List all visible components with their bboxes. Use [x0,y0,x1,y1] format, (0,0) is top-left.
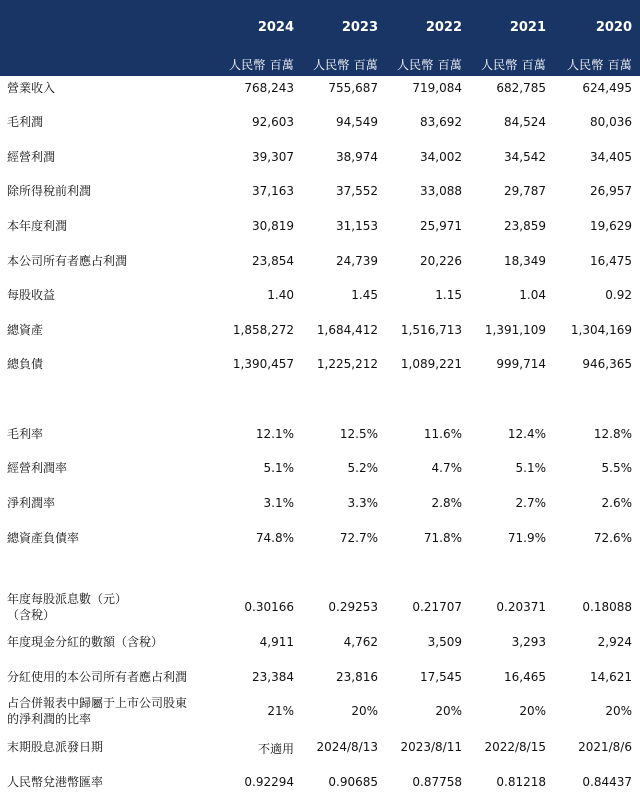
cell-value: 4,762 [343,635,378,649]
cell-value: 2024/8/13 [316,740,378,754]
unit-header: 人民幣 百萬 [480,58,546,72]
cell-value: 72.7% [339,531,378,545]
cell-value: 16,475 [590,254,632,268]
cell-value: 1.40 [267,288,294,302]
cell-value: 12.1% [255,427,294,441]
cell-value: 1,684,412 [316,323,378,337]
cell-value: 2.8% [431,496,462,510]
cell-value: 4,911 [259,635,294,649]
cell-value: 1,516,713 [400,323,462,337]
cell-value: 20,226 [420,254,462,268]
cell-value: 不適用 [257,742,294,756]
cell-value: 3.1% [263,496,294,510]
cell-value: 38,974 [336,150,378,164]
cell-value: 2,924 [597,635,632,649]
cell-value: 23,854 [252,254,294,268]
cell-value: 37,163 [252,184,294,198]
table-header [0,0,640,76]
cell-value: 24,739 [336,254,378,268]
cell-value: 21% [267,704,294,718]
cell-value: 71.8% [423,531,462,545]
cell-value: 80,036 [590,115,632,129]
cell-value: 3,509 [427,635,462,649]
cell-value: 0.92294 [244,775,294,789]
cell-value: 0.18088 [582,600,632,614]
row-label-continued: （含稅） [7,608,56,622]
cell-value: 29,787 [504,184,546,198]
cell-value: 768,243 [244,81,294,95]
row-label: 總負債 [7,357,44,371]
cell-value: 37,552 [336,184,378,198]
cell-value: 12.8% [593,427,632,441]
cell-value: 11.6% [423,427,462,441]
cell-value: 0.20371 [496,600,546,614]
unit-header: 人民幣 百萬 [228,58,294,72]
row-label: 毛利率 [7,427,44,441]
cell-value: 1,225,212 [316,357,378,371]
cell-value: 5.1% [515,461,546,475]
row-label: 分紅使用的本公司所有者應占利潤 [7,670,188,684]
cell-value: 30,819 [252,219,294,233]
unit-header: 人民幣 百萬 [566,58,632,72]
row-label: 占合併報表中歸屬于上市公司股東 [7,696,188,710]
cell-value: 18,349 [504,254,546,268]
cell-value: 23,384 [252,670,294,684]
cell-value: 19,629 [590,219,632,233]
row-label: 年度每股派息數（元） [7,592,128,606]
table-row [0,531,640,545]
cell-value: 682,785 [496,81,546,95]
cell-value: 1,858,272 [232,323,294,337]
cell-value: 25,971 [420,219,462,233]
cell-value: 1.04 [519,288,546,302]
cell-value: 5.1% [263,461,294,475]
cell-value: 16,465 [504,670,546,684]
row-label: 營業收入 [7,81,56,95]
cell-value: 1,390,457 [232,357,294,371]
table-row [0,184,640,198]
cell-value: 34,405 [590,150,632,164]
row-label: 總資產 [7,323,44,337]
cell-value: 946,365 [582,357,632,371]
cell-value: 5.5% [601,461,632,475]
cell-value: 74.8% [255,531,294,545]
row-label: 本年度利潤 [7,219,68,233]
cell-value: 72.6% [593,531,632,545]
cell-value: 2.7% [515,496,546,510]
cell-value: 92,603 [252,115,294,129]
unit-header: 人民幣 百萬 [396,58,462,72]
table-row [0,288,640,302]
cell-value: 12.5% [339,427,378,441]
row-label: 淨利潤率 [7,496,56,510]
row-label: 末期股息派發日期 [7,740,104,754]
table-row [0,357,640,371]
cell-value: 17,545 [420,670,462,684]
table-row [0,150,640,164]
cell-value: 31,153 [336,219,378,233]
cell-value: 5.2% [347,461,378,475]
cell-value: 0.92 [605,288,632,302]
cell-value: 0.87758 [412,775,462,789]
year-header: 2023 [341,20,378,35]
cell-value: 0.84437 [582,775,632,789]
cell-value: 33,088 [420,184,462,198]
table-row [0,635,640,649]
cell-value: 2023/8/11 [400,740,462,754]
cell-value: 2.6% [601,496,632,510]
cell-value: 20% [435,704,462,718]
year-header: 2021 [509,20,546,35]
cell-value: 0.81218 [496,775,546,789]
table-row [0,696,640,728]
table-row [0,775,640,789]
cell-value: 3,293 [511,635,546,649]
cell-value: 4.7% [431,461,462,475]
cell-value: 20% [519,704,546,718]
cell-value: 1,304,169 [570,323,632,337]
table-row [0,496,640,510]
cell-value: 755,687 [328,81,378,95]
cell-value: 71.9% [507,531,546,545]
cell-value: 34,002 [420,150,462,164]
row-label: 毛利潤 [7,115,44,129]
cell-value: 2022/8/15 [484,740,546,754]
table-row [0,670,640,684]
year-header: 2020 [595,20,632,35]
cell-value: 83,692 [420,115,462,129]
row-label: 除所得稅前利潤 [7,184,92,198]
cell-value: 0.30166 [244,600,294,614]
unit-header: 人民幣 百萬 [312,58,378,72]
year-header: 2024 [257,20,294,35]
cell-value: 1,089,221 [400,357,462,371]
table-row [0,254,640,268]
row-label: 年度現金分紅的數額（含稅） [7,635,164,649]
table-row [0,81,640,95]
cell-value: 0.21707 [412,600,462,614]
cell-value: 94,549 [336,115,378,129]
row-label: 人民幣兌港幣匯率 [7,775,104,789]
row-label: 總資產負債率 [7,531,80,545]
table-row [0,592,640,624]
row-label-continued: 的淨利潤的比率 [7,712,92,726]
cell-value: 39,307 [252,150,294,164]
cell-value: 20% [605,704,632,718]
cell-value: 0.29253 [328,600,378,614]
row-label: 經營利潤率 [7,461,68,475]
cell-value: 12.4% [507,427,546,441]
cell-value: 23,816 [336,670,378,684]
cell-value: 2021/8/6 [578,740,632,754]
cell-value: 0.90685 [328,775,378,789]
cell-value: 23,859 [504,219,546,233]
cell-value: 20% [351,704,378,718]
row-label: 每股收益 [7,288,56,302]
cell-value: 14,621 [590,670,632,684]
table-row [0,740,640,754]
row-label: 經營利潤 [7,150,56,164]
table-row [0,115,640,129]
cell-value: 1,391,109 [484,323,546,337]
cell-value: 624,495 [582,81,632,95]
row-label: 本公司所有者應占利潤 [7,254,128,268]
year-header: 2022 [425,20,462,35]
cell-value: 34,542 [504,150,546,164]
cell-value: 999,714 [496,357,546,371]
table-row [0,219,640,233]
cell-value: 26,957 [590,184,632,198]
cell-value: 1.45 [351,288,378,302]
table-row [0,461,640,475]
table-row [0,323,640,337]
cell-value: 719,084 [412,81,462,95]
table-row [0,427,640,441]
cell-value: 1.15 [435,288,462,302]
cell-value: 84,524 [504,115,546,129]
cell-value: 3.3% [347,496,378,510]
